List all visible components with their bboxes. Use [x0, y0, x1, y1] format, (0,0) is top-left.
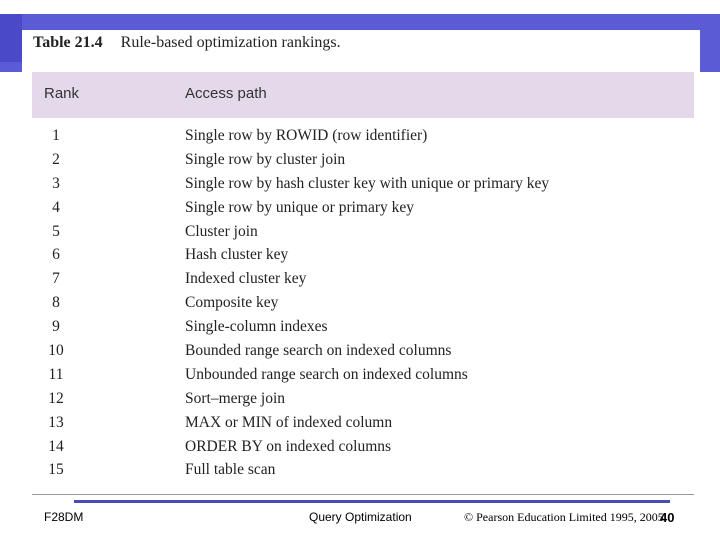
- table-row: [32, 246, 694, 270]
- left-accent-square: [0, 62, 22, 72]
- access-path-cell: MAX or MIN of indexed column: [185, 413, 393, 431]
- table-row: [32, 366, 694, 390]
- table-caption-label: Table 21.4: [33, 34, 103, 51]
- table-bottom-rule: [32, 494, 694, 495]
- table-row: [32, 318, 694, 342]
- rank-cell: 2: [52, 150, 60, 168]
- rank-cell: 3: [52, 174, 60, 192]
- table-row: [32, 294, 694, 318]
- right-accent-strip: [700, 14, 720, 72]
- table-row: [32, 223, 694, 247]
- access-path-cell: Composite key: [185, 294, 279, 312]
- table-header-band: [32, 72, 694, 118]
- table-row: [32, 151, 694, 175]
- rank-cell: 6: [52, 246, 60, 264]
- access-path-cell: Bounded range search on indexed columns: [185, 342, 452, 360]
- access-path-cell: Single row by cluster join: [185, 150, 346, 168]
- access-path-cell: Sort–merge join: [185, 389, 286, 407]
- table-row: [32, 461, 694, 485]
- access-path-cell: Single-column indexes: [185, 318, 328, 336]
- footer-course: F28DM: [44, 510, 84, 524]
- rank-cell: 14: [48, 437, 64, 455]
- access-path-cell: Full table scan: [185, 461, 276, 479]
- footer-divider: [74, 500, 670, 503]
- access-path-cell: Cluster join: [185, 222, 258, 240]
- table-body: [32, 127, 694, 485]
- footer-topic: Query Optimization: [309, 510, 412, 524]
- footer-copyright: © Pearson Education Limited 1995, 2005: [464, 510, 664, 524]
- rank-cell: 5: [52, 222, 60, 240]
- table-row: [32, 270, 694, 294]
- access-path-cell: Single row by hash cluster key with unique or primary key: [185, 174, 550, 192]
- rank-cell: 13: [48, 413, 64, 431]
- rank-cell: 10: [48, 342, 64, 360]
- access-path-cell: Single row by ROWID (row identifier): [185, 127, 428, 144]
- table-row: [32, 342, 694, 366]
- column-header-rank: Rank: [44, 85, 80, 102]
- rank-cell: 11: [48, 365, 64, 383]
- access-path-cell: Hash cluster key: [185, 246, 289, 264]
- rank-cell: 9: [52, 318, 60, 336]
- rank-cell: 15: [48, 461, 64, 479]
- table-row: [32, 390, 694, 414]
- rank-cell: 12: [48, 389, 64, 407]
- column-header-access-path: Access path: [185, 85, 267, 102]
- access-path-cell: Indexed cluster key: [185, 270, 307, 288]
- access-path-cell: Single row by unique or primary key: [185, 198, 415, 216]
- rank-cell: 1: [52, 127, 60, 144]
- rank-cell: 7: [52, 270, 60, 288]
- table-row: [32, 199, 694, 223]
- footer-page-number: 40: [660, 510, 675, 525]
- table-caption: [33, 34, 341, 52]
- table-row: [32, 127, 694, 151]
- table-row: [32, 175, 694, 199]
- table-row: [32, 414, 694, 438]
- table-caption-title: Rule-based optimization rankings.: [120, 34, 341, 51]
- rank-cell: 4: [52, 198, 60, 216]
- access-path-cell: ORDER BY on indexed columns: [185, 437, 392, 455]
- rank-cell: 8: [52, 294, 60, 312]
- table-row: [32, 438, 694, 462]
- access-path-cell: Unbounded range search on indexed columns: [185, 365, 468, 383]
